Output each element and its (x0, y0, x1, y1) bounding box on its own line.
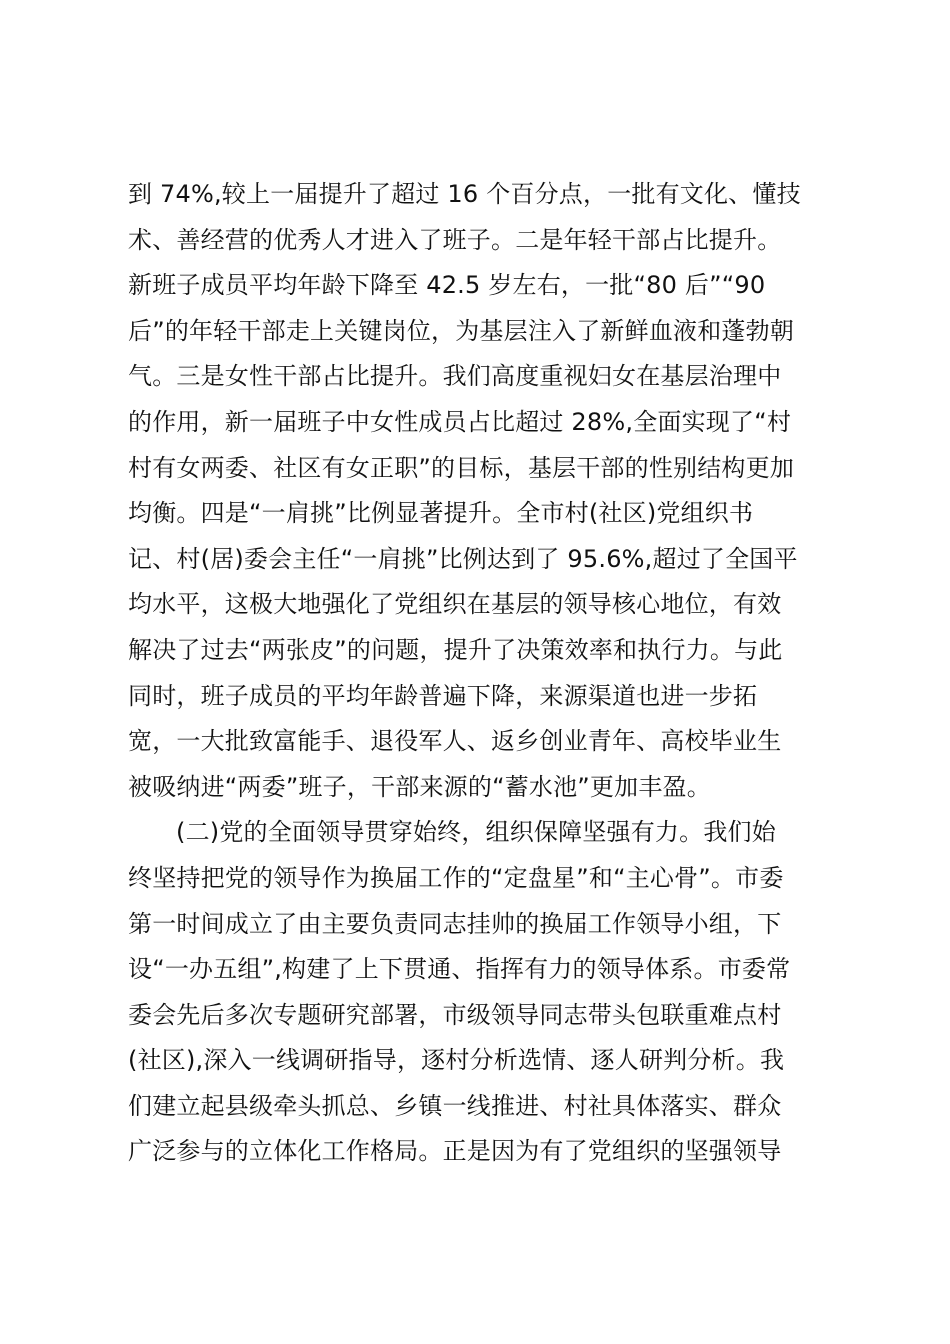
text-line: 设“一办五组”,构建了上下贯通、指挥有力的领导体系。市委常 (128, 955, 791, 984)
text-line: 被吸纳进“两委”班子，干部来源的“蓄水池”更加丰盈。 (128, 772, 711, 801)
text-line: 新班子成员平均年龄下降至 42.5 岁左右，一批“80 后”“90 (128, 271, 766, 300)
text-line: 们建立起县级牵头抓总、乡镇一线推进、村社具体落实、群众 (128, 1091, 782, 1120)
text-line: 均水平，这极大地强化了党组织在基层的领导核心地位，有效 (128, 590, 782, 619)
text-line: 宽，一大批致富能手、退役军人、返乡创业青年、高校毕业生 (128, 727, 782, 756)
text-line: 第一时间成立了由主要负责同志挂帅的换届工作领导小组，下 (128, 909, 782, 938)
text-line: 终坚持把党的领导作为换届工作的“定盘星”和“主心骨”。市委 (128, 863, 784, 892)
text-line: 术、善经营的优秀人才进入了班子。二是年轻干部占比提升。 (128, 225, 782, 254)
text-line: 解决了过去“两张皮”的问题，提升了决策效率和执行力。与此 (128, 635, 783, 664)
body-text (128, 172, 833, 1175)
text-line: 村有女两委、社区有女正职”的目标，基层干部的性别结构更加 (128, 453, 795, 482)
text-line: 的作用，新一届班子中女性成员占比超过 28%,全面实现了“村 (128, 407, 792, 436)
text-line: 到 74%,较上一届提升了超过 16 个百分点，一批有文化、懂技 (128, 180, 801, 208)
text-line: 广泛参与的立体化工作格局。正是因为有了党组织的坚强领导 (128, 1137, 782, 1166)
text-line: 均衡。四是“一肩挑”比例显著提升。全市村(社区)党组织书 (128, 499, 754, 528)
text-line: 同时，班子成员的平均年龄普遍下降，来源渠道也进一步拓 (128, 681, 758, 710)
text-line: 气。三是女性干部占比提升。我们高度重视妇女在基层治理中 (128, 362, 782, 391)
text-line: 记、村(居)委会主任“一肩挑”比例达到了 95.6%,超过了全国平 (128, 544, 798, 573)
section-heading-line: (二)党的全面领导贯穿始终，组织保障坚强有力。我们始 (176, 818, 776, 847)
text-line: 委会先后多次专题研究部署，市级领导同志带头包联重难点村 (128, 1000, 782, 1029)
text-line: 后”的年轻干部走上关键岗位，为基层注入了新鲜血液和蓬勃朝 (128, 316, 795, 345)
text-line: (社区),深入一线调研指导，逐村分析选情、逐人研判分析。我 (128, 1046, 785, 1075)
